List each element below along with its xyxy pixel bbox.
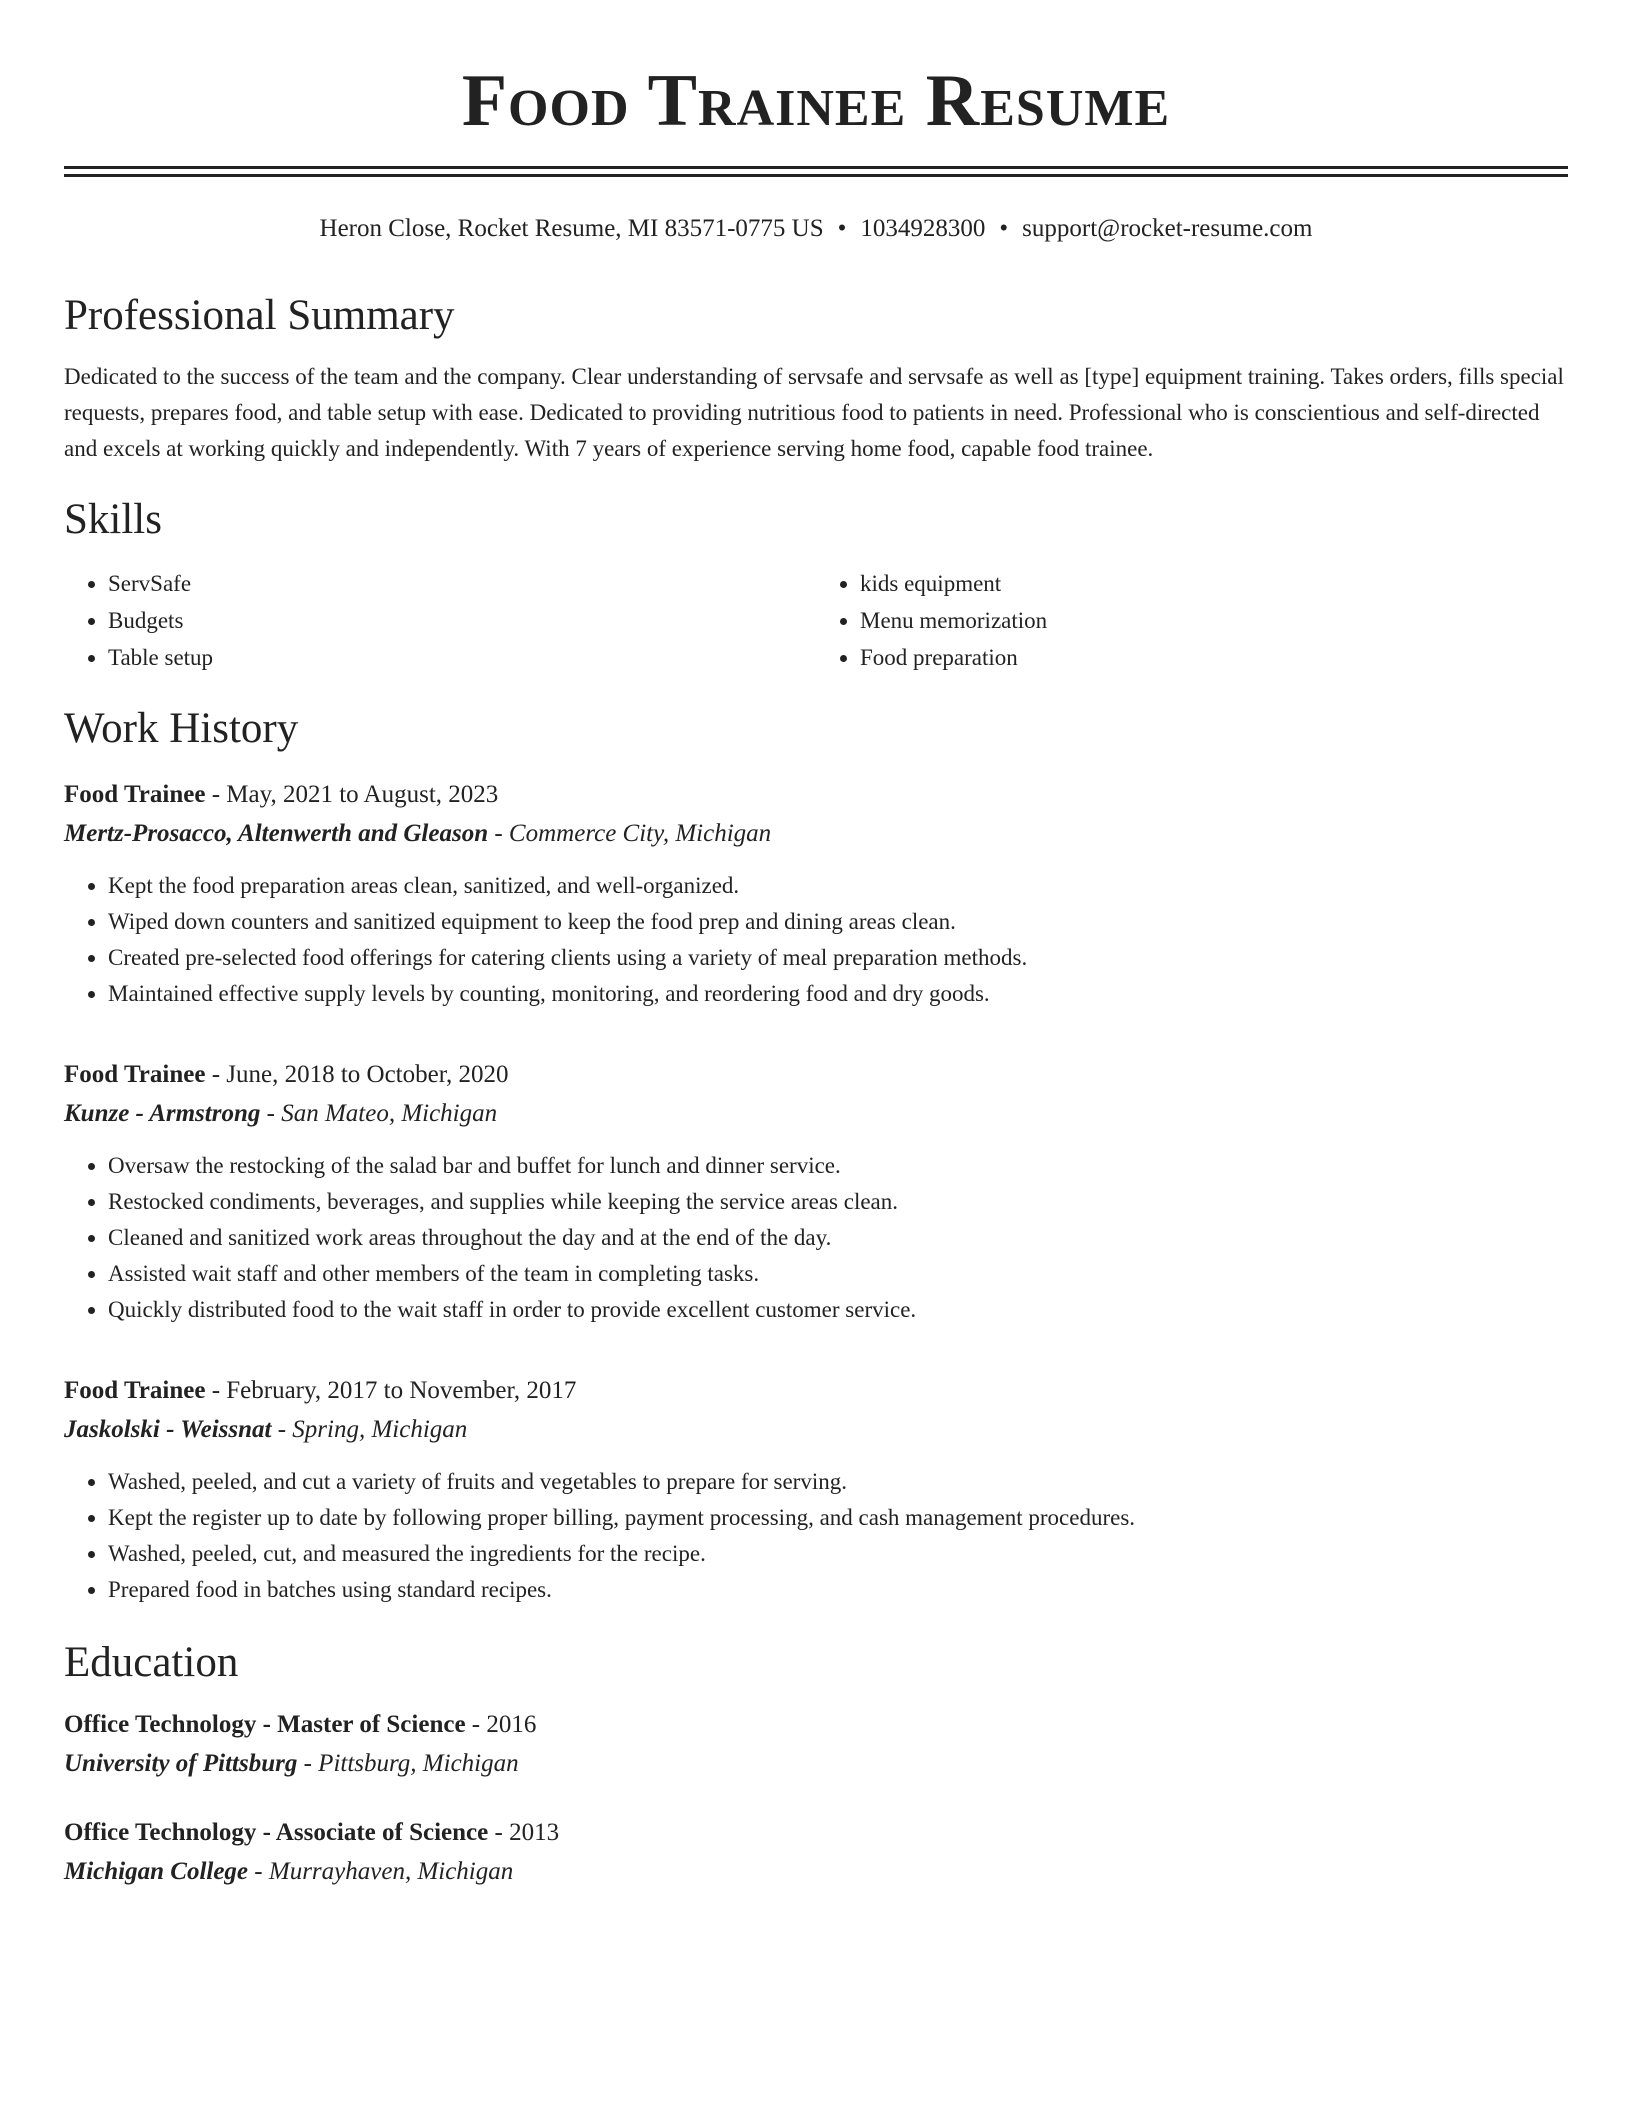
work-history-heading: Work History	[64, 705, 299, 752]
job-title: Food Trainee	[64, 1061, 206, 1088]
page-title: Food Trainee Resume	[461, 60, 1171, 142]
job-dates: - June, 2018 to October, 2020	[205, 1061, 509, 1088]
degree: Office Technology - Master of Science	[64, 1711, 466, 1738]
education-entry	[64, 1706, 1568, 1784]
job-bullet: • Maintained effective supply levels by counting, monitoring, and reordering food and dry goods.	[108, 976, 1568, 1012]
skill-item: • Food preparation	[860, 639, 1568, 676]
education-heading: Education	[64, 1639, 239, 1686]
degree-year: - 2013	[488, 1819, 560, 1846]
skills-section	[64, 495, 1568, 676]
contact-separator: •	[999, 215, 1009, 242]
work-history-section	[64, 704, 1568, 1608]
skills-right-column	[816, 565, 1568, 676]
school-line	[64, 1852, 1568, 1892]
job-bullets	[64, 868, 1568, 1012]
job-entry	[64, 1372, 1568, 1608]
job-location: - San Mateo, Michigan	[260, 1100, 498, 1127]
summary-text: Dedicated to the success of the team and the company. Clear understanding of servsafe and servsafe as well as [type] equipment training. Takes orders, fills special requests, prepares food, and table setup with ease. Dedicated to providing nutritious food to patients in need. Professional who is conscientious and self-directed and excels at working quickly and independently. With 7 years of experience serving home food, capable food trainee.	[64, 364, 1564, 461]
job-location: - Spring, Michigan	[271, 1416, 468, 1443]
contact-separator: •	[837, 215, 847, 242]
contact-line	[64, 213, 1568, 245]
job-bullet: • Wiped down counters and sanitized equipment to keep the food prep and dining areas clean.	[108, 904, 1568, 940]
job-company: Jaskolski - Weissnat	[64, 1416, 272, 1443]
job-company-line	[64, 1094, 1568, 1134]
skills-heading: Skills	[64, 496, 162, 543]
job-bullet: • Kept the food preparation areas clean, sanitized, and well-organized.	[108, 868, 1568, 904]
degree: Office Technology - Associate of Science	[64, 1819, 489, 1846]
degree-line	[64, 1706, 1568, 1744]
education-entry	[64, 1814, 1568, 1892]
job-company-line	[64, 1410, 1568, 1450]
job-title-line	[64, 1372, 1568, 1410]
school-location: - Pittsburg, Michigan	[297, 1750, 519, 1777]
school-line	[64, 1744, 1568, 1784]
job-company: Mertz-Prosacco, Altenwerth and Gleason	[64, 820, 489, 847]
skill-item: • Budgets	[108, 602, 816, 639]
skill-item: • ServSafe	[108, 565, 816, 602]
job-title: Food Trainee	[64, 781, 206, 808]
degree-year: - 2016	[465, 1711, 537, 1738]
degree-line	[64, 1814, 1568, 1852]
job-dates: - May, 2021 to August, 2023	[205, 781, 499, 808]
job-bullet: • Washed, peeled, cut, and measured the ingredients for the recipe.	[108, 1536, 1568, 1572]
job-bullet: • Assisted wait staff and other members of the team in completing tasks.	[108, 1256, 1568, 1292]
job-title-line	[64, 1056, 1568, 1094]
school-location: - Murrayhaven, Michigan	[248, 1858, 514, 1885]
job-bullet: • Quickly distributed food to the wait staff in order to provide excellent customer service.	[108, 1292, 1568, 1328]
job-bullet: • Prepared food in batches using standard recipes.	[108, 1572, 1568, 1608]
job-bullets	[64, 1464, 1568, 1608]
skills-left-column	[64, 565, 816, 676]
skill-item: • Table setup	[108, 639, 816, 676]
job-bullet: • Washed, peeled, and cut a variety of fruits and vegetables to prepare for serving.	[108, 1464, 1568, 1500]
school: Michigan College	[64, 1858, 249, 1885]
education-section	[64, 1638, 1568, 1892]
contact-phone: 1034928300	[860, 215, 986, 242]
job-title: Food Trainee	[64, 1377, 206, 1404]
job-company: Kunze - Armstrong	[64, 1100, 261, 1127]
skill-item: • kids equipment	[860, 565, 1568, 602]
job-location: - Commerce City, Michigan	[488, 820, 772, 847]
job-title-line	[64, 776, 1568, 814]
job-bullet: • Created pre-selected food offerings for catering clients using a variety of meal preparation methods.	[108, 940, 1568, 976]
summary-section	[64, 291, 1568, 467]
skills-columns	[64, 565, 1568, 676]
skill-item: • Menu memorization	[860, 602, 1568, 639]
contact-email: support@rocket-resume.com	[1022, 215, 1313, 242]
school: University of Pittsburg	[64, 1750, 298, 1777]
job-bullets	[64, 1148, 1568, 1328]
job-entry	[64, 1056, 1568, 1328]
job-bullet: • Restocked condiments, beverages, and supplies while keeping the service areas clean.	[108, 1184, 1568, 1220]
summary-heading: Professional Summary	[64, 292, 455, 339]
job-bullet: • Kept the register up to date by following proper billing, payment processing, and cash management procedures.	[108, 1500, 1568, 1536]
contact-address: Heron Close, Rocket Resume, MI 83571-0775 US	[319, 215, 824, 242]
job-entry	[64, 776, 1568, 1012]
job-bullet: • Oversaw the restocking of the salad bar and buffet for lunch and dinner service.	[108, 1148, 1568, 1184]
title-double-rule	[64, 166, 1568, 177]
job-company-line	[64, 814, 1568, 854]
job-bullet: • Cleaned and sanitized work areas throughout the day and at the end of the day.	[108, 1220, 1568, 1256]
job-dates: - February, 2017 to November, 2017	[205, 1377, 577, 1404]
